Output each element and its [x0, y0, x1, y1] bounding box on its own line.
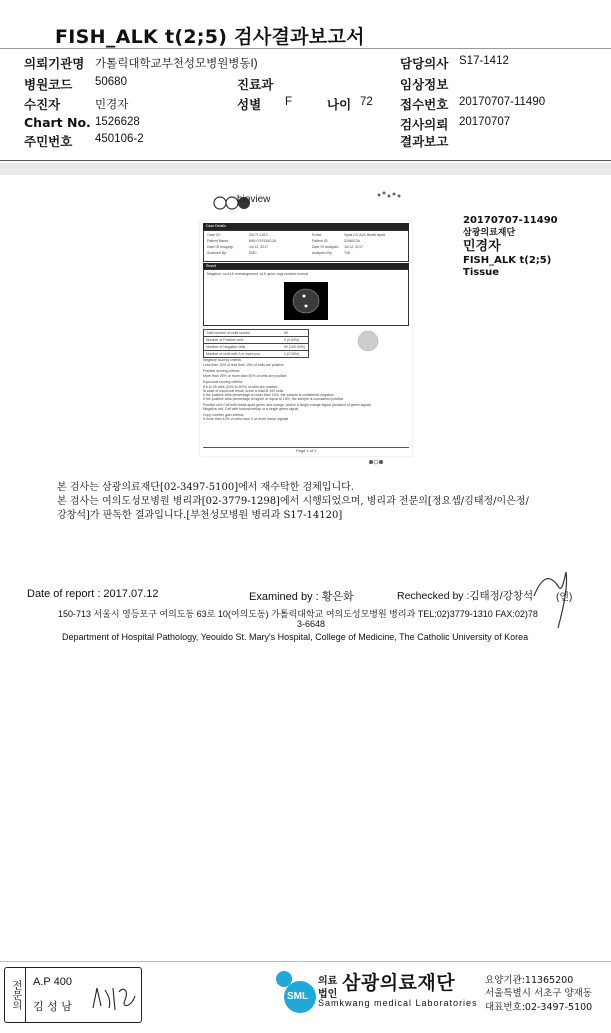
criteria-line: If the positive cells percentage is lower than 15%, the sample is considered negative. [203, 393, 335, 397]
report-header [0, 0, 611, 162]
pathologist-name: 김 성 남 [33, 1000, 72, 1013]
date-imaging-label: Date Of Imaging: [207, 245, 234, 249]
table-cell-label: Number of Positive cells [206, 338, 244, 342]
examined-by: Examined by : 황은화 [249, 591, 354, 603]
foundation-prefix-top: 의료 [318, 976, 338, 987]
sml-logo [270, 967, 318, 1017]
page-number: Page 1 of 1 [296, 448, 317, 453]
date-analysis-value: Jul 12, 2017 [344, 245, 364, 249]
scan-top-band [0, 163, 611, 175]
patient-name-label: Patient Name: [207, 239, 230, 243]
fish-report-page [200, 221, 412, 456]
table-row [203, 336, 309, 343]
care-institution-code: 요양기관:11365200 [485, 975, 574, 986]
scanned-by-label: Scanned By: [207, 251, 227, 255]
report-title: FISH_ALK t(2;5) 검사결과보고서 [55, 26, 365, 48]
table-cell-value: 0 (0.00%) [284, 338, 300, 342]
table-cell-value: 50 (100.00%) [284, 345, 306, 349]
stamp-test-name: FISH_ALK t(2;5) [463, 255, 552, 266]
pathologist-box [4, 967, 142, 1023]
requesting-institution-label: 의뢰기관명 [24, 56, 85, 71]
note-line-3: 강창석]가 판독한 결과입니다.[부천성모병원 병리과 S17-14120] [57, 510, 343, 521]
department-line: Department of Hospital Pathology, Yeouido St. Mary's Hospital, College of Medicine, The Catholic University of Korea [62, 632, 529, 642]
criteria-line: If 6 to 25 cells (10% to 50%) of cells are positive, [203, 385, 279, 389]
criteria-line: Positive cell: Cell with break apart green and orange, and/or a single orange signal (isolation of green signal) [203, 403, 371, 407]
accession-label: 접수번호 [400, 97, 449, 112]
table-cell-label: Number of cells with 3 or more pos [206, 352, 261, 356]
date-imaging-value: Jul 12, 2017 [249, 245, 269, 249]
foundation-phone: 대표번호:02-3497-5100 [485, 1002, 593, 1013]
address-line-2: 3-6648 [297, 619, 326, 629]
sex-value: F [285, 96, 293, 108]
specimen-label-stamp [463, 215, 558, 279]
table-cell-label: Total number of cells scored [206, 331, 250, 335]
criteria-line: Equivocal scoring criteria: [203, 380, 243, 384]
stamp-foundation: 삼광의료재단 [463, 228, 516, 238]
stamp-specimen: Tissue [463, 267, 500, 278]
case-details-title: Case Details [206, 224, 226, 228]
case-details-box [203, 230, 409, 262]
foundation-name: 삼광의료재단 [342, 972, 456, 994]
criteria-line: Negative cell: Cell with fusion/overlap or a single green signal [203, 407, 299, 411]
age-label: 나이 [327, 97, 352, 112]
foundation-address: 서울특별시 서초구 양재동 [485, 988, 592, 999]
accession-value: 20170707-11490 [459, 96, 546, 108]
pie-chart-icon [355, 329, 381, 353]
rechecked-seal-mark: (인) [556, 592, 573, 603]
patient-name-value: MIN GYEONGJA [249, 239, 276, 243]
pathologist-side-label: 전문의 [5, 968, 26, 1022]
table-row [203, 343, 309, 350]
date-of-report: Date of report : 2017.07.12 [27, 588, 159, 600]
header-bottom-border [0, 160, 611, 161]
foundation-english-name: Samkwang medical Laboratories [318, 998, 478, 1008]
physician-label: 담당의사 [400, 56, 449, 71]
chart-number-value: 1526628 [95, 116, 140, 128]
note-line-2: 본 검사는 여의도성모병원 병리과[02-3779-1298]에서 시행되었으며, 병리과 전문의[정요셉/김태정/이은정/ [57, 496, 529, 507]
analyzed-by-label: Analyzed By: [312, 251, 333, 255]
signature-scribble-icon [528, 566, 578, 640]
result-report-label: 결과보고 [400, 134, 449, 149]
resident-id-label: 주민번호 [24, 134, 73, 149]
case-id-value: 20171-1612 [249, 233, 268, 237]
test-request-label: 검사의뢰 [400, 117, 449, 132]
address-line-1: 150-713 서울시 영등포구 여의도동 63로 10(여의도동) 가톨릭대학교 여의도성모병원 병리과 TEL:02)3779-1310 FAX:02)78 [58, 609, 538, 619]
sex-label: 성별 [237, 97, 262, 112]
bioview-small-logo-icon [368, 450, 386, 469]
department-label: 진료과 [237, 77, 274, 92]
fish-cell-image [284, 282, 328, 320]
resident-id-value: 450106-2 [95, 133, 144, 145]
criteria-line: If more than 10% of cells have 3 or more fusion signals [203, 417, 289, 421]
hospital-code-value: 50680 [95, 76, 127, 88]
physician-value: S17-1412 [459, 55, 509, 67]
foundation-prefix-bottom: 법인 [318, 989, 338, 1000]
criteria-block [203, 358, 409, 428]
scanned-by-value: EMC [249, 251, 257, 255]
bioview-logo-text: bioview [237, 194, 271, 205]
cell-count-table [203, 329, 309, 358]
patient-value: 민경자 [95, 99, 129, 111]
table-cell-value: 1 (2.00%) [284, 352, 300, 356]
stamp-accession: 20170707-11490 [463, 215, 558, 226]
clinical-info-label: 임상정보 [400, 77, 449, 92]
table-cell-label: Number of Negative cells [206, 345, 246, 349]
stamp-patient-name: 민경자 [463, 239, 501, 254]
probe-value: Vysis LSI ALK Break apart [344, 233, 385, 237]
patient-id-label: Patient ID: [312, 239, 329, 243]
criteria-line: More than 25% or more than 50% of cells are positive. [203, 374, 288, 378]
table-row [203, 350, 309, 358]
header-divider [0, 48, 611, 49]
test-request-value: 20170707 [459, 116, 511, 128]
table-cell-value: 50 [284, 331, 288, 335]
case-id-label: Case ID: [207, 233, 221, 237]
criteria-line: Negative scoring criteria: [203, 358, 242, 362]
cell-nucleus-icon [284, 282, 328, 320]
criteria-line: In case of equivocal result, score a total of 100 cells. [203, 389, 285, 393]
patient-id-value: 2156070A [344, 239, 360, 243]
criteria-line: Positive scoring criteria: [203, 369, 240, 373]
pathologist-signature-icon [91, 982, 137, 1014]
table-row [203, 329, 309, 336]
analyzed-by-value: TJK [344, 251, 351, 255]
sml-logo-text: SML [287, 991, 309, 1002]
criteria-line: If the positive cells percentage is higher or equal to 15%, the sample is considered positive. [203, 397, 345, 401]
requesting-institution-value: 가톨릭대학교부천성모병원병동I) [95, 58, 258, 70]
note-line-1: 본 검사는 삼광의료재단[02-3497-5100]에서 재수탁한 검체입니다. [57, 482, 354, 493]
barcode-mark-icon [376, 185, 402, 195]
patient-label: 수진자 [24, 97, 61, 112]
case-details-header [203, 223, 409, 230]
date-analysis-label: Date Of Analysis: [312, 245, 339, 249]
criteria-line: Copy number gain criteria: [203, 413, 245, 417]
bioview-logo [210, 192, 280, 212]
result-title: Result [206, 264, 216, 268]
probe-label: Probe: [312, 233, 323, 237]
criteria-line: Less than 10% of less than 15% of cells are positive. [203, 363, 285, 367]
result-text: Negative: no ALK rearrangement. ALK gene copy number normal [207, 272, 308, 276]
result-box [203, 269, 409, 326]
pathologist-code: A.P 400 [33, 976, 72, 988]
rechecked-by: Rechecked by :김태정/강창석 [397, 590, 534, 602]
hospital-code-label: 병원코드 [24, 77, 73, 92]
chart-number-label: Chart No. [24, 115, 91, 130]
pie-chart-graphic [355, 329, 381, 353]
age-value: 72 [360, 96, 373, 108]
